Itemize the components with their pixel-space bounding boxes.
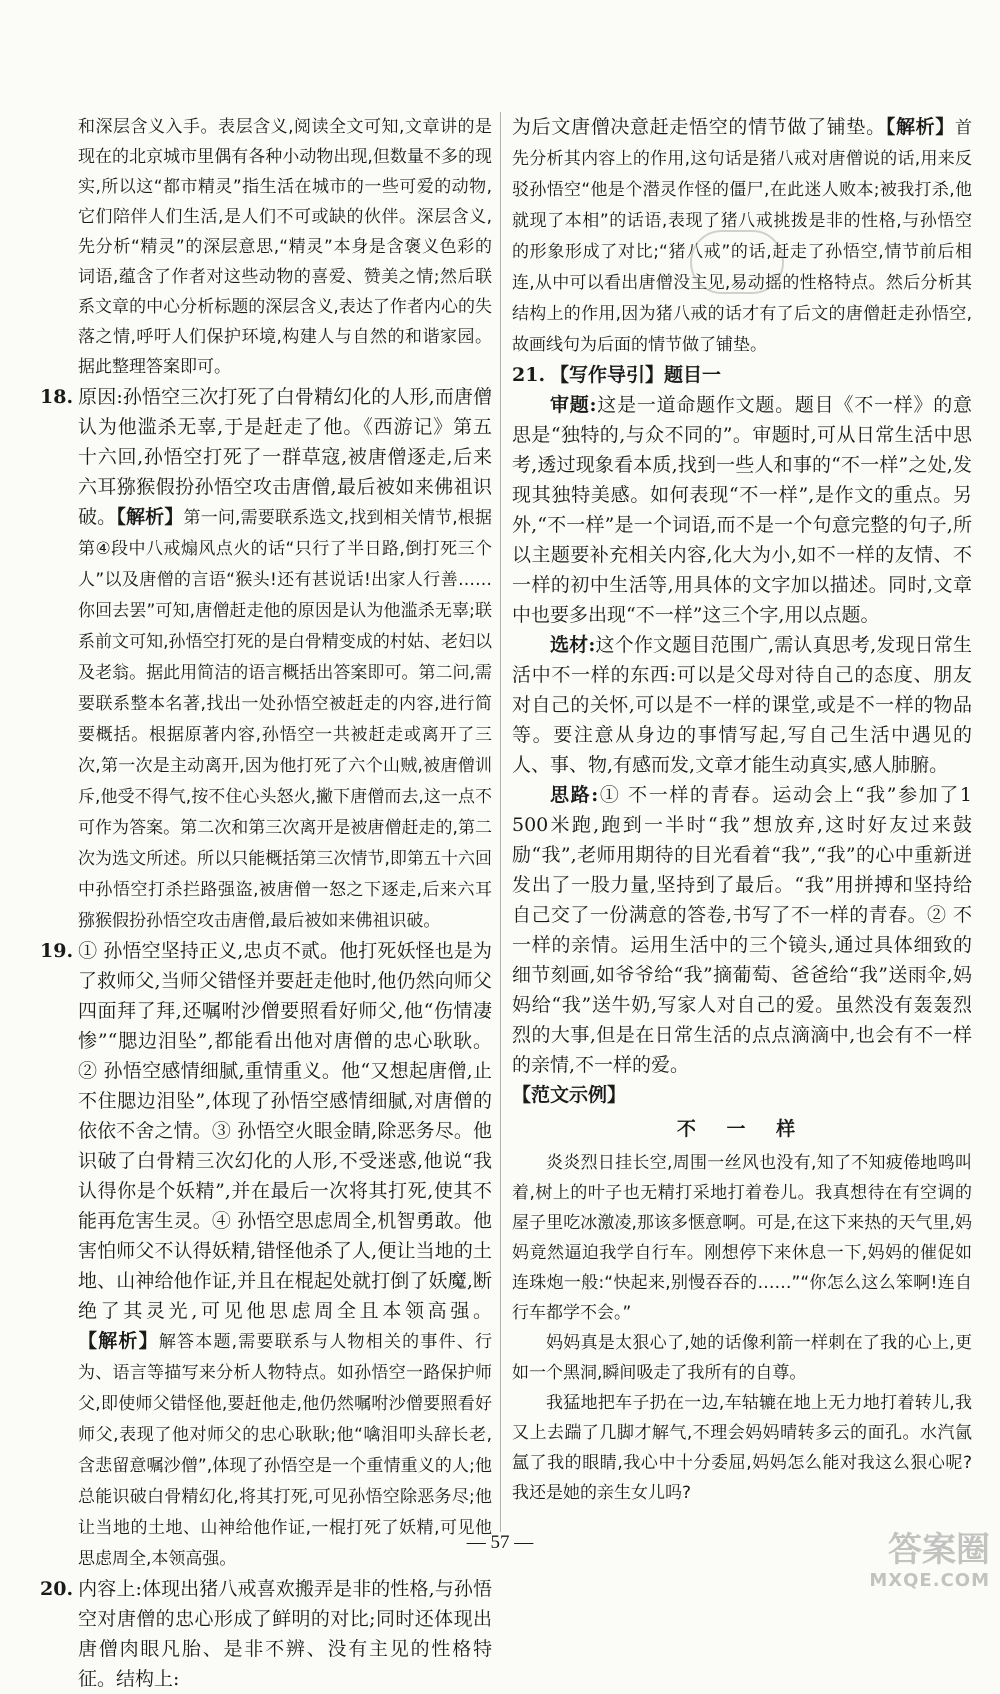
q21-review (512, 390, 972, 630)
q20-answer-text: 内容上:体现出猪八戒喜欢搬弄是非的性格,与孙悟空对唐僧的忠心形成了鲜明的对比;同时还体现出唐僧肉眼凡胎、是非不辨、没有主见的性格特征。结构上: (78, 1578, 492, 1690)
q20-cont-text: 为后文唐僧决意赶走悟空的情节做了铺垫。 (512, 116, 886, 138)
q20-analysis: 首先分析其内容上的作用,这句话是猪八戒对唐僧说的话,用来反驳孙悟空“他是个潜灵作怪的僵尸,在此迷人败本;被我打杀,他就现了本相”的话语,表现了猪八戒挑拨是非的性格,与孙悟空的形象形成了对比;“猪八戒”的话,赶走了孙悟空,情节前后相连,从中可以看出唐僧没主见,易动摇的性格特点。然后分析其结构上的作用,因为猪八戒的话才有了后文的唐僧赶走孙悟空,故画线句为后面的情节做了铺垫。 (512, 118, 972, 355)
q20-number: 20. (40, 1578, 74, 1600)
q19-answer (40, 936, 492, 1574)
column-divider (500, 112, 501, 1532)
q19-number: 19. (40, 940, 74, 962)
q18-answer (40, 382, 492, 936)
q20-answer (40, 1574, 492, 1694)
q21-heading (512, 360, 972, 390)
q18-answer-text: 原因:孙悟空三次打死了白骨精幻化的人形,而唐僧认为他滥杀无辜,于是赶走了他。《西游记》第五十六回,孙悟空打死了一群草寇,被唐僧逐走,后来六耳猕猴假扮孙悟空攻击唐僧,最后被如来佛祖识破。 (78, 386, 492, 528)
q19-answer-text: ① 孙悟空坚持正义,忠贞不贰。他打死妖怪也是为了救师父,当师父错怪并要赶走他时,他仍然向师父四面拜了拜,还嘱咐沙僧要照看好师父,他“伤情凄惨”“腮边泪坠”,都能看出他对唐僧的忠心耿耿。② 孙悟空感情细腻,重情重义。他“又想起唐僧,止不住腮边泪坠”,体现了孙悟空感情细腻,对唐僧的依依不舍之情。③ 孙悟空火眼金睛,除恶务尽。他识破了白骨精三次幻化的人形,不受迷惑,他说“我认得你是个妖精”,并在最后一次将其打死,使其不能再危害生灵。④ 孙悟空思虑周全,机智勇敢。他害怕师父不认得妖精,错怪他杀了人,便让当地的土地、山神给他作证,并且在棍起处就打倒了妖魔,断绝了其灵光,可见他思虑周全且本领高强。 (78, 940, 492, 1322)
q21-review-text: 这是一道命题作文题。题目《不一样》的意思是“独特的,与众不同的”。审题时,可从日常生活中思考,透过现象看本质,找到一些人和事的“不一样”之处,发现其独特美感。如何表现“不一样”,是作文的重点。另外,“不一样”是一个词语,而不是一个句意完整的句子,所以主题要补充相关内容,化大为小,如不一样的友情、不一样的初中生活等,用具体的文字加以描述。同时,文章中也要多出现“不一样”这三个字,用以点题。 (512, 394, 972, 626)
q21-ideas-label: 思路: (550, 784, 599, 806)
intro-analysis: 和深层含义入手。表层含义,阅读全文可知,文章讲的是现在的北京城市里偶有各种小动物出现,但数量不多的现实,所以这“都市精灵”指生活在城市的一些可爱的动物,它们陪伴人们生活,是人们不可或缺的伙伴。深层含义,先分析“精灵”的深层意思,“精灵”本身是含褒义色彩的词语,蕴含了作者对这些动物的喜爱、赞美之情;然后联系文章的中心分析标题的深层含义,表达了作者内心的失落之情,呼吁人们保护环境,构建人与自然的和谐家园。据此整理答案即可。 (78, 117, 492, 377)
watermark-logo-text: 答案圈 (888, 1530, 990, 1570)
page-number: — 57 — (466, 1532, 534, 1553)
q19-analysis-label: 【解析】 (78, 1330, 159, 1352)
sample-essay-heading: 【范文示例】 (512, 1084, 627, 1106)
q19-analysis: 解答本题,需要联系与人物相关的事件、行为、语言等描写来分析人物特点。如孙悟空一路保护师父,即使师父错怪他,要赶他走,他仍然嘱咐沙僧要照看好师父,表现了他对师父的忠心耿耿;他“噙泪叩头辞长老,含悲留意嘱沙僧”,体现了孙悟空是一个重情重义的人;他总能识破白骨精幻化,将其打死,可见孙悟空除恶务尽;他让当地的土地、山神给他作证,一棍打死了妖精,可见他思虑周全,本领高强。 (78, 1332, 492, 1569)
q21-material-text: 这个作文题目范围广,需认真思考,发现日常生活中不一样的东西:可以是父母对待自己的态度、朋友对自己的关怀,可以是不一样的课堂,或是不一样的物品等。要注意从身边的事情写起,写自己生活中遇见的人、事、物,有感而发,文章才能生动真实,感人肺腑。 (512, 634, 972, 776)
essay-paragraph: 我猛地把车子扔在一边,车轱辘在地上无力地打着转儿,我又上去踹了几脚才解气,不理会妈妈晴转多云的面孔。水汽氤氲了我的眼睛,我心中十分委屈,妈妈怎么能对我这么狠心呢?我还是她的亲生女儿吗? (512, 1393, 972, 1503)
q21-ideas-text: ① 不一样的青春。运动会上“我”参加了1 500米跑,跑到一半时“我”想放弃,这时好友过来鼓励“我”,老师用期待的目光看着“我”,“我”的心中重新迸发出了一股力量,坚持到了最后。“我”用拼搏和坚持给自己交了一份满意的答卷,书写了不一样的青春。② 不一样的亲情。运用生活中的三个镜头,通过具体细致的细节刻画,如爷爷给“我”摘葡萄、爸爸给“我”送雨伞,妈妈给“我”送牛奶,写家人对自己的爱。虽然没有轰轰烈烈的大事,但是在日常生活的点点滴滴中,也会有不一样的亲情,不一样的爱。 (512, 784, 972, 1076)
q18-analysis: 第一问,需要联系选文,找到相关情节,根据第④段中八戒煽风点火的话“只行了半日路,倒打死三个人”以及唐僧的言语“猴头!还有甚说话!出家人行善……你回去罢”可知,唐僧赶走他的原因是认为他滥杀无辜;联系前文可知,孙悟空打死的是白骨精变成的村姑、老妇以及老翁。据此用简洁的语言概括出答案即可。第二问,需要联系整本名著,找出一处孙悟空被赶走的内容,进行简要概括。根据原著内容,孙悟空一共被赶走或离开了三次,第一次是主动离开,因为他打死了六个山贼,被唐僧训斥,他受不得气,按不住心头怒火,撇下唐僧而去,这一点不可作为答案。第二次和第三次离开是被唐僧赶走的,第二次为选文所述。所以只能概括第三次情节,即第五十六回中孙悟空打杀拦路强盗,被唐僧一怒之下逐走,后来六耳猕猴假扮孙悟空攻击唐僧,最后被如来佛祖识破。 (78, 508, 492, 931)
q21-material (512, 630, 972, 780)
q21-review-label: 审题: (550, 394, 597, 416)
essay-paragraph: 炎炎烈日挂长空,周围一丝风也没有,知了不知疲倦地鸣叫着,树上的叶子也无精打采地打着卷儿。我真想待在有空调的屋子里吃冰激凌,那该多惬意啊。可是,在这下来热的天气里,妈妈竟然逼迫我学自行车。刚想停下来休息一下,妈妈的催促如连珠炮一般:“快起来,别慢吞吞的……”“你怎么这么笨啊!连自行车都学不会。” (512, 1153, 972, 1323)
q21-material-label: 选材: (550, 634, 596, 656)
watermark-seal (690, 230, 784, 294)
watermark-logo (800, 1530, 990, 1594)
q18-number: 18. (40, 386, 74, 408)
q18-analysis-label: 【解析】 (116, 506, 184, 528)
watermark-url: MXQE.COM (869, 1570, 990, 1591)
left-column (40, 112, 492, 1694)
essay-paragraph: 妈妈真是太狠心了,她的话像利箭一样刺在了我的心上,更如一个黑洞,瞬间吸走了我所有的自尊。 (512, 1333, 972, 1383)
q21-head: 【写作导引】题目一 (550, 364, 722, 386)
q20-analysis-label: 【解析】 (885, 116, 955, 138)
right-column (512, 112, 972, 1508)
essay-title: 不 一 样 (676, 1118, 808, 1140)
q21-ideas (512, 780, 972, 1080)
q21-number: 21. (512, 364, 546, 386)
